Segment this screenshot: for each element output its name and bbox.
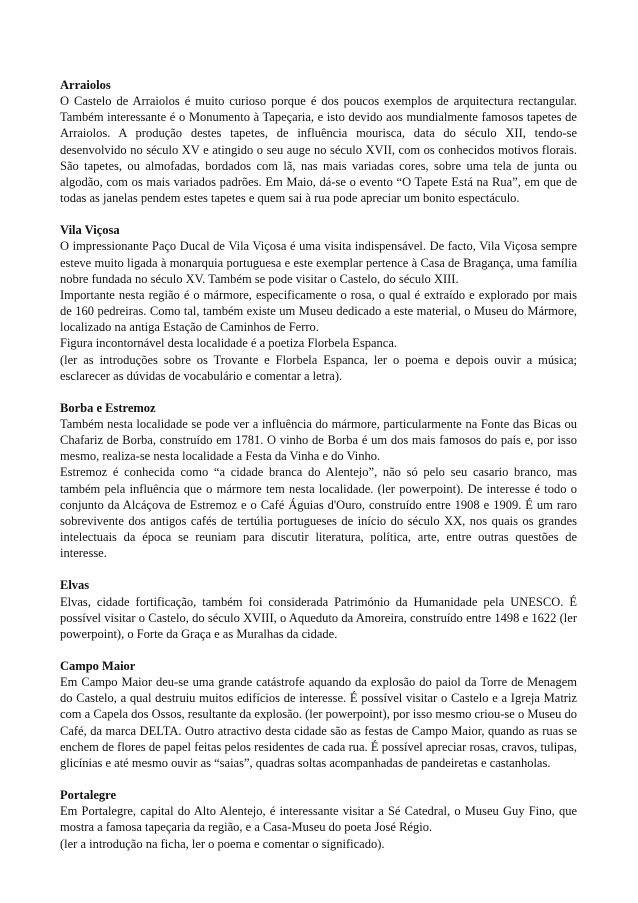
section-title: Vila Viçosa [60, 223, 120, 238]
section-campo-maior [60, 658, 577, 771]
section-elvas [60, 577, 577, 642]
paragraph: (ler as introduções sobre os Trovante e Florbela Espanca, ler o poema e depois ouvir a música; esclarecer as dúvidas de vocabulário e comentar a letra). [60, 352, 577, 383]
section-vila-vicosa [60, 222, 577, 384]
paragraph: O Castelo de Arraiolos é muito curioso porque é dos poucos exemplos de arquitectura rectangular. Também interessante é o Monumento à Tapeçaria, e isto devido aos mundialmente famosos tapetes de Arraiolos. A produção destes tapetes, de influência mourisca, data do século XII, tendo-se desenvolvido no século XV e atingido o seu auge no século XVII, com os conhecidos motivos florais. São tapetes, ou almofadas, bordados com lã, nas mais variadas cores, sobre uma tela de junta ou algodão, com os mais variados padrões. Em Maio, dá-se o evento “O Tapete Está na Rua”, em que de todas as janelas pendem estes tapetes e quem sai à rua pode apreciar um bonito espectáculo. [60, 94, 577, 206]
paragraph: Importante nesta região é o mármore, especificamente o rosa, o qual é extraído e explorado por mais de 160 pedreiras. Como tal, também existe um Museu dedicado a este material, o Museu do Mármore, localizado na antiga Estação de Caminhos de Ferro. [60, 287, 577, 335]
section-arraiolos [60, 77, 577, 206]
paragraph: (ler a introdução na ficha, ler o poema e comentar o significado). [60, 836, 385, 851]
section-title: Portalegre [60, 788, 116, 803]
section-borba-estremoz [60, 400, 577, 562]
paragraph: Em Campo Maior deu-se uma grande catástrofe aquando da explosão do paiol da Torre de Menagem do Castelo, a qual destruiu muitos edifícios de interesse. É possível visitar o Castelo e a Igreja Matriz com a Capela dos Ossos, resultante da explosão. (ler powerpoint), por isso mesmo criou-se o Museu do Café, da marca DELTA. Outro atractivo desta cidade são as festas de Campo Maior, quando as ruas se enchem de flores de papel feitas pelos residentes de cada rua. É possível apreciar rosas, cravos, tulipas, glicínias e até mesmo ouvir as “saias”, quadras soltas acompanhadas de pandeiretas e castanholas. [60, 675, 577, 770]
section-title: Borba e Estremoz [60, 400, 156, 415]
section-portalegre [60, 787, 577, 852]
section-title: Arraiolos [60, 78, 111, 92]
paragraph: Também nesta localidade se pode ver a influência do mármore, particularmente na Fonte das Bicas ou Chafariz de Borba, construído em 1781. O vinho de Borba é um dos mais famosos do país e, por isso mesmo, realiza-se nesta localidade a Festa da Vinha e do Vinho. [60, 416, 577, 464]
paragraph: Figura incontornável desta localidade é a poetiza Florbela Espanca. [60, 336, 398, 351]
section-title: Elvas [60, 578, 90, 593]
document-page [60, 77, 577, 868]
paragraph: Em Portalegre, capital do Alto Alentejo, é interessante visitar a Sé Catedral, o Museu Guy Fino, que mostra a famosa tapeçaria da região, e a Casa-Museu do poeta José Régio. [60, 804, 577, 835]
paragraph: Elvas, cidade fortificação, também foi considerada Património da Humanidade pela UNESCO. É possível visitar o Castelo, do século XVIII, o Aqueduto da Amoreira, construído entre 1498 e 1622 (ler powerpoint), o Forte da Graça e as Muralhas da cidade. [60, 594, 577, 641]
paragraph: O impressionante Paço Ducal de Vila Viçosa é uma visita indispensável. De facto, Vila Viçosa sempre esteve muito ligada à monarquia portuguesa e este exemplar pertence à Casa de Bragança, uma família nobre fundada no século XV. Também se pode visitar o Castelo, do século XIII. [60, 239, 577, 286]
paragraph: Estremoz é conhecida como “a cidade branca do Alentejo”, não só pelo seu casario branco, mas também pela influência que o mármore tem nesta localidade. (ler powerpoint). De interesse é todo o conjunto da Alcáçova de Estremoz e o Café Águias d'Ouro, construído entre 1908 e 1909. É um raro sobrevivente dos antigos cafés de tertúlia portugueses de início do século XX, nos quais os grandes intelectuais da época se reuniam para discutir literatura, política, arte, entre outras questões de interesse. [60, 465, 577, 561]
section-title: Campo Maior [60, 659, 136, 673]
